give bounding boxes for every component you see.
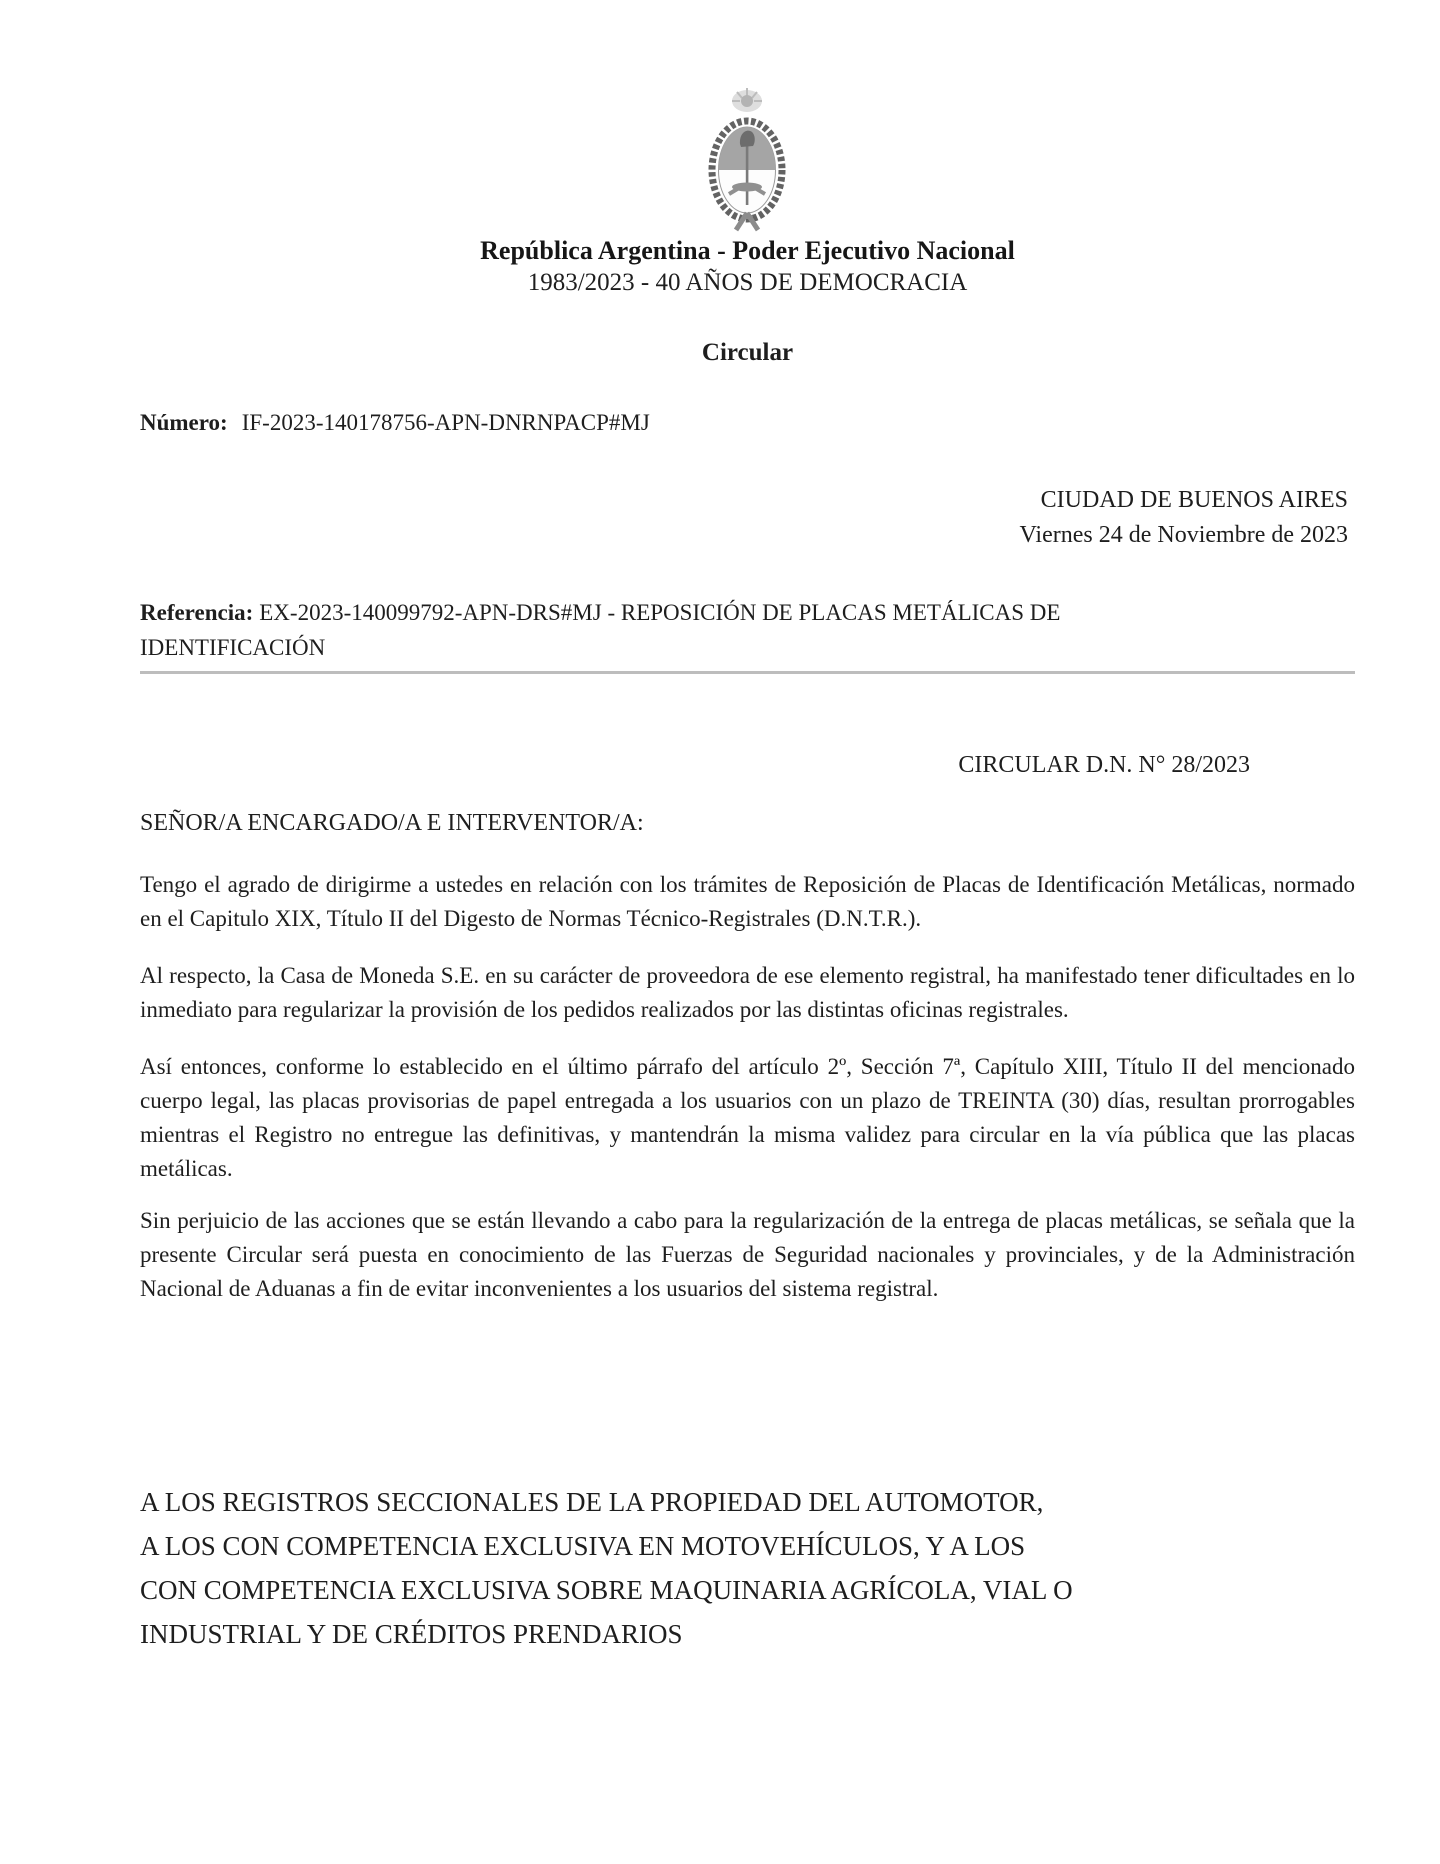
recipient-line: INDUSTRIAL Y DE CRÉDITOS PRENDARIOS [140, 1619, 683, 1649]
body-paragraph-1: Tengo el agrado de dirigirme a ustedes en relación con los trámites de Reposición de Placas de Identificación Metálicas, normado en el Capitulo XIX, Título II del Digesto de Normas Técnico-Registrales (D.N.T.R.). [140, 872, 1355, 931]
circular-number: CIRCULAR D.N. N° 28/2023 [958, 752, 1250, 778]
recipient-line: A LOS CON COMPETENCIA EXCLUSIVA EN MOTOVEHÍCULOS, Y A LOS [140, 1531, 1026, 1561]
reference-value: EX-2023-140099792-APN-DRS#MJ - REPOSICIÓN DE PLACAS METÁLICAS DE IDENTIFICACIÓN [140, 600, 1061, 660]
document-number-line [140, 410, 1355, 436]
header-subtitle: 1983/2023 - 40 AÑOS DE DEMOCRACIA [527, 269, 968, 296]
place-line: CIUDAD DE BUENOS AIRES [1040, 487, 1348, 513]
number-value: IF-2023-140178756-APN-DNRNPACP#MJ [241, 410, 650, 435]
reference-label: Referencia: [140, 600, 254, 625]
recipient-line: A LOS REGISTROS SECCIONALES DE LA PROPIEDAD DEL AUTOMOTOR, [140, 1487, 1044, 1517]
number-label: Número: [140, 410, 228, 435]
document-type-title: Circular [701, 339, 794, 366]
body-paragraph-4: Sin perjuicio de las acciones que se están llevando a cabo para la regularización de la entrega de placas metálicas, se señala que la presente Circular será puesta en conocimiento de las Fuerzas de Seguridad nacionales y provinciales, y de la Administración Nacional de Aduanas a fin de evitar inconvenientes a los usuarios del sistema registral. [140, 1208, 1355, 1301]
recipients-block [140, 1480, 1355, 1656]
seal-svg [699, 86, 795, 232]
recipient-line: CON COMPETENCIA EXCLUSIVA SOBRE MAQUINARIA AGRÍCOLA, VIAL O [140, 1575, 1073, 1605]
salutation: SEÑOR/A ENCARGADO/A E INTERVENTOR/A: [140, 810, 644, 836]
header-title: República Argentina - Poder Ejecutivo Nacional [480, 236, 1015, 265]
body-paragraph-3: Así entonces, conforme lo establecido en el último párrafo del artículo 2º, Sección 7ª, Capítulo XIII, Título II del mencionado cuerpo legal, las placas provisorias de papel entregada a los usuarios con un plazo de TREINTA (30) días, resultan prorrogables mientras el Registro no entregue las definitivas, y mantendrán la misma validez para circular en la vía pública que las placas metálicas. [140, 1054, 1355, 1181]
horizontal-rule [140, 671, 1355, 674]
date-line: Viernes 24 de Noviembre de 2023 [1019, 522, 1348, 548]
body-paragraph-2: Al respecto, la Casa de Moneda S.E. en su carácter de proveedora de ese elemento registral, ha manifestado tener dificultades en lo inmediato para regularizar la provisión de los pedidos realizados por las distintas oficinas registrales. [140, 963, 1355, 1022]
reference-block [140, 595, 1200, 665]
argentina-coat-of-arms-icon [699, 86, 795, 232]
